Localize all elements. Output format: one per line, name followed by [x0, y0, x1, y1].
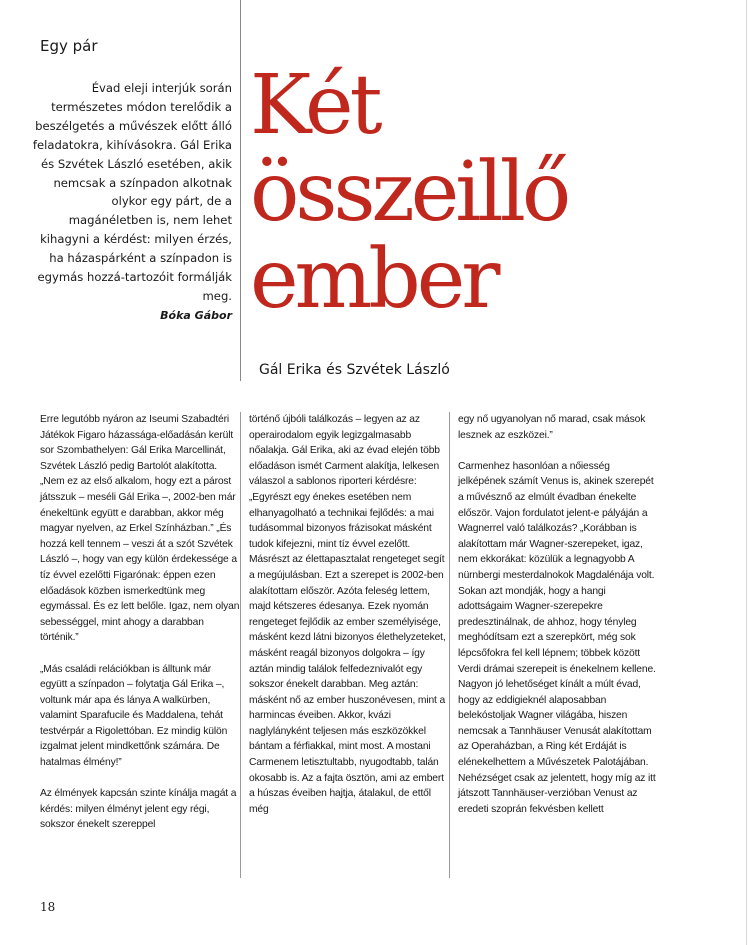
- vertical-divider: [240, 0, 241, 381]
- text-column-2: [249, 412, 449, 817]
- text-column-1: [40, 412, 240, 833]
- page-number: 18: [40, 900, 56, 914]
- page-edge-line: [746, 0, 747, 945]
- paragraph: történő újbóli találkozás – legyen az az operairodalom egyik legizgalmasabb nőalakja. Gál Erika, aki az évad elején több előadáson ismét Carment alakítja, lelkesen válaszol a sablonos riporteri kérdésre: „Egyrészt egy énekes esetében nem elhanyagolható a technikai fejlődés: a mai tudásommal bizonyos frázisokat másként tudok kifejezni, mint tíz évvel ezelőtt. Másrészt az élettapasztalat rengeteget segít a megújulásban. Ezt a szerepet is 2002-ben alakítottam először. Azóta feleség lettem, majd kétszeres édesanya. Ezek nyomán rengeteget fejlődik az ember személyisége, másként kezd látni bizonyos élethelyzeteket, másként reagál bizonyos dolgokra – így aztán mindig találok felfedeznivalót egy sokszor énekelt darabban. Meg aztán: másként nő az ember huszonévesen, mint a harmincas éveiben. Akkor, kvázi naglylányként teljesen más eszközökkel bántam a férfiakkal, mint most. A mostani Carmenem letisztultabb, nyugodtabb, talán okosabb is. Az a fajta ösztön, ami az embert a húszas éveiben hajtja, átalakul, de ettől még: [249, 414, 446, 815]
- paragraph: Carmenhez hasonlóan a nőiesség jelképének számít Venus is, akinek szerepét a művésznő az elmúlt évadban énekelte először. Vajon fordulatot jelent-e pályáján a Wagnerrel való találkozás? „Korábban is alakítottam már Wagner-szerepeket, igaz, nem ekkorákat: közülük a legnagyobb A nürnbergi mesterdalnokok Magdalénája volt. Sokan azt mondják, hogy a hangi adottságaim Wagner-szerepekre predesztinálnak, de ahhoz, hogy tényleg meghódítsam ezt a szerepkört, még sok lépcsőfokra fel kell lépnem; többek között Verdi drámai szerepeit is énekelnem kellene. Nagyon jó lehetőséget kínált a múlt évad, hogy az eddigieknél alaposabban belekóstoljak Wagner világába, hiszen nemcsak a Tannhäuser Venusát alakítottam az Operaházban, a Ring két Erdáját is elénekelhettem a Művészetek Palotájában. Nehézséget csak az jelentett, hogy míg az itt játszott Tannhäuser-verzióban Venust az eredeti szoprán fekvésben kellett: [458, 460, 656, 815]
- article-headline: [250, 58, 745, 327]
- text-column-3: [458, 412, 658, 817]
- column-divider: [240, 412, 241, 878]
- paragraph: Az élmények kapcsán szinte kínálja magát a kérdés: milyen élményt jelent egy régi, sokszor énekelt szereppel: [40, 788, 237, 831]
- column-divider: [449, 412, 450, 878]
- paragraph: „Más családi relációkban is álltunk már együtt a színpadon – folytatja Gál Erika –, voltunk már apa és lánya A walkürben, valamint Sparafucile és Maddalena, tehát testvérpár a Rigolettóban. Ez mindig külön izgalmat jelent mindkettőnk számára. De hatalmas élmény!”: [40, 663, 228, 769]
- author-name: Bóka Gábor: [160, 308, 232, 322]
- intro-block: [26, 79, 232, 326]
- headline-line-1: Két: [250, 58, 379, 153]
- paragraph: Erre legutóbb nyáron az Iseumi Szabadtéri Játékok Figaro házassága-előadásán került sor Szombathelyen: Gál Erika Marcellinát, Szvétek László pedig Bartolót alakította. „Nem ez az első alkalom, hogy ezt a párost játsszuk – meséli Gál Erika –, 2002-ben már énekeltünk együtt e darabban, akkor még magyar nyelven, az Erkel Színházban.” „És hozzá kell tennem – veszi át a szót Szvétek László –, hogy van egy külön érdekessége a tíz évvel ezelőtti Figarónak: éppen ezen előadások közben ismerkedtünk meg egymással. És ez lett belőle. Igaz, nem olyan sebességgel, mint ahogy a darabban történik.”: [40, 414, 240, 644]
- headline-line-2: összeillő: [250, 145, 568, 240]
- article-subtitle: Gál Erika és Szvétek László: [259, 362, 450, 378]
- section-label: Egy pár: [40, 37, 98, 55]
- paragraph: egy nő ugyanolyan nő marad, csak mások lesznek az eszközei.”: [458, 414, 646, 441]
- headline-line-3: ember: [250, 232, 497, 327]
- intro-text: Évad eleji interjúk során természetes módon terelődik a beszélgetés a művészek előtt álló feladatokra, kihívásokra. Gál Erika és Szvétek László esetében, akik nemcsak a színpadon alkotnak olykor egy párt, de a magánéletben is, nem lehet kihagyni a kérdést: milyen érzés, ha házaspárként a színpadon is egymás hozzá-tartozóit formálják meg.: [32, 81, 232, 303]
